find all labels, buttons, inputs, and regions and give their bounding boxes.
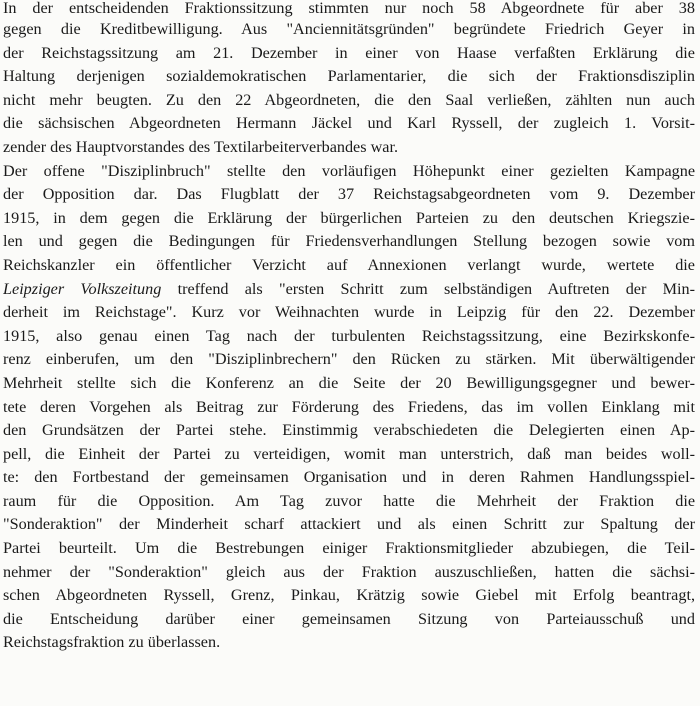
text-line: Der offene "Disziplinbruch" stellte den vorläufigen Höhepunkt einer gezielten Kampagne xyxy=(3,161,695,180)
text-line: die Entscheidung darüber einer gemeinsamen Sitzung von Parteiausschuß und xyxy=(3,609,695,628)
text-line: nicht mehr beugten. Zu den 22 Abgeordneten, die den Saal verließen, zählten nun auch xyxy=(3,90,695,109)
text-line-rest: treffend als "ersten Schritt zum selbständigen Auftreten der Min- xyxy=(161,279,695,298)
text-line-with-italic xyxy=(3,278,695,302)
text-line: zender des Hauptvorstandes des Textilarbeiterverbandes war. xyxy=(3,137,399,156)
text-line: In der entscheidenden Fraktionssitzung stimmten nur noch 58 Abgeordnete für aber 38 xyxy=(3,0,695,17)
text-line: len und gegen die Bedingungen für Friedensverhandlungen Stellung bezogen sowie vom xyxy=(3,232,695,251)
text-line: "Sonderaktion" der Minderheit scharf attackiert und als einen Schritt zur Spaltung der xyxy=(3,515,695,534)
text-line: raum für die Opposition. Am Tag zuvor hatte die Mehrheit der Fraktion die xyxy=(3,491,695,510)
text-line: der Reichstagssitzung am 21. Dezember in einer von Haase verfaßten Erklärung die xyxy=(3,43,695,62)
document-page xyxy=(3,0,695,655)
newspaper-title: Leipziger Volkszeitung xyxy=(3,279,162,298)
paragraph-2 xyxy=(3,160,695,655)
text-line: Mehrheit stellte sich die Konferenz an die Seite der 20 Bewilligungsgegner und bewer- xyxy=(3,373,695,392)
paragraph-1 xyxy=(3,0,695,160)
text-line: Reichskanzler ein öffentlicher Verzicht auf Annexionen verlangt wurde, wertete die xyxy=(3,255,695,274)
text-line: renz einberufen, um den "Disziplinbrechern" den Rücken zu stärken. Mit überwältigender xyxy=(3,350,695,369)
text-line: der Opposition dar. Das Flugblatt der 37 Reichstagsabgeordneten vom 9. Dezember xyxy=(3,185,695,204)
text-line: Reichstagsfraktion zu überlassen. xyxy=(3,633,221,652)
text-line: schen Abgeordneten Ryssell, Grenz, Pinkau, Krätzig sowie Giebel mit Erfolg beantragt, xyxy=(3,586,695,605)
text-line: pell, die Einheit der Partei zu verteidigen, womit man unterstrich, daß man beides woll- xyxy=(3,444,695,463)
text-line: die sächsischen Abgeordneten Hermann Jäckel und Karl Ryssell, der zugleich 1. Vorsit- xyxy=(3,114,695,133)
text-line: Partei beurteilt. Um die Bestrebungen einiger Fraktionsmitglieder abzubiegen, die Teil- xyxy=(3,539,695,558)
text-line: nehmer der "Sonderaktion" gleich aus der Fraktion auszuschließen, hatten die sächsi- xyxy=(3,562,695,581)
text-line: den Grundsätzen der Partei stehe. Einstimmig verabschiedeten die Delegierten einen Ap- xyxy=(3,421,695,440)
text-line: 1915, also genau einen Tag nach der turbulenten Reichstagssitzung, eine Bezirkskonfe- xyxy=(3,326,695,345)
text-line: gegen die Kreditbewilligung. Aus "Anciennitätsgründen" begründete Friedrich Geyer in xyxy=(3,20,695,38)
text-line: Haltung derjenigen sozialdemokratischen Parlamentarier, die sich der Fraktionsdisziplin xyxy=(3,67,695,86)
text-line: tete deren Vorgehen als Beitrag zur Förderung des Friedens, das im vollen Einklang mit xyxy=(3,397,695,416)
text-line: derheit im Reichstage". Kurz vor Weihnachten wurde in Leipzig für den 22. Dezember xyxy=(3,303,695,322)
text-line: te: den Fortbestand der gemeinsamen Organisation und in deren Rahmen Handlungsspiel- xyxy=(3,468,695,487)
text-line: 1915, in dem gegen die Erklärung der bürgerlichen Parteien zu den deutschen Kriegszie- xyxy=(3,208,695,227)
